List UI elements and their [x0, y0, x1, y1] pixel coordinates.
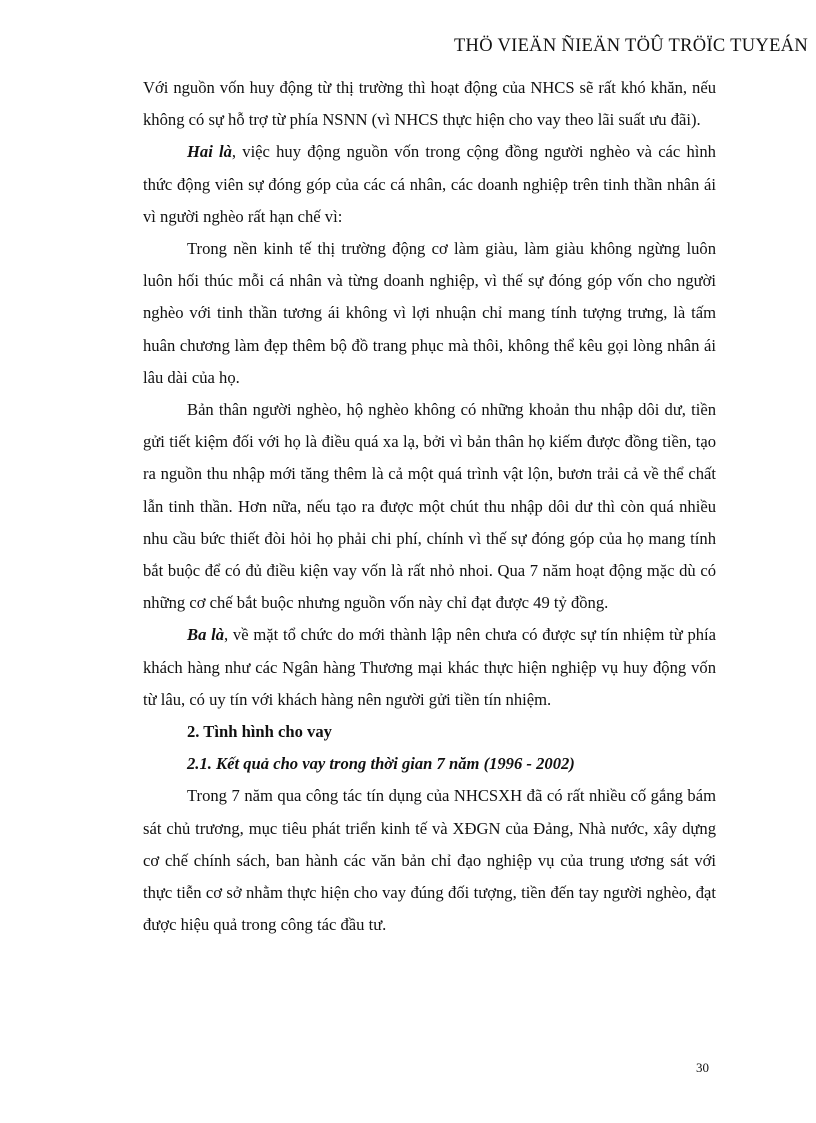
- paragraph-text: , việc huy động nguồn vốn trong cộng đồng người nghèo và các hình thức động viên sự đóng góp của các cá nhân, các doanh nghiệp trên tinh thần nhân ái vì người nghèo rất hạn chế vì:: [143, 142, 716, 226]
- lead-phrase-second: Hai là: [187, 142, 232, 162]
- paragraph-lending-results: Trong 7 năm qua công tác tín dụng của NHCSXH đã có rất nhiều cố gắng bám sát chủ trương, mục tiêu phát triển kinh tế và XĐGN của Đảng, Nhà nước, xây dựng cơ chế chính sách, ban hành các văn bản chỉ đạo nghiệp vụ của trung ương sát với thực tiễn cơ sở nhằm thực hiện cho vay đúng đối tượng, tiền đến tay người nghèo, đạt được hiệu quả trong công tác đầu tư.: [143, 786, 716, 935]
- paragraph-second-point: [143, 136, 716, 233]
- subsection-heading: 2.1. Kết quả cho vay trong thời gian 7 năm (1996 - 2002): [187, 754, 575, 774]
- watermark-header: THÖ VIEÄN ÑIEÄN TÖÛ TRÖÏC TUYEÁN: [453, 36, 808, 56]
- paragraph-third-point: [143, 619, 716, 716]
- lead-phrase-third: Ba là: [187, 625, 225, 645]
- section-heading: 2. Tình hình cho vay: [187, 722, 332, 742]
- paragraph-market-economy: Trong nền kinh tế thị trường động cơ làm giàu, làm giàu không ngừng luôn luôn hối thúc mỗi cá nhân và từng doanh nghiệp, vì thế sự đóng góp vốn cho người nghèo với tinh thần tương ái không vì lợi nhuận chỉ mang tính tượng trưng, là tấm huân chương làm đẹp thêm bộ đồ trang phục mà thôi, không thể kêu gọi lòng nhân ái lâu dài của họ.: [143, 239, 716, 387]
- paragraph-poor-households: Bản thân người nghèo, hộ nghèo không có những khoản thu nhập dôi dư, tiền gửi tiết kiệm đối với họ là điều quá xa lạ, bởi vì bản thân họ kiếm được đồng tiền, tạo ra nguồn thu nhập mới tăng thêm là cả một quá trình vật lộn, bươn trải cả về thể chất lẫn tinh thần. Hơn nữa, nếu tạo ra được một chút thu nhập dôi dư thì còn quá nhiều nhu cầu bức thiết đòi hỏi họ phải chi phí, chính vì thế sự đóng góp của họ mang tính bắt buộc để có đủ điều kiện vay vốn là rất nhỏ nhoi. Qua 7 năm hoạt động mặc dù có những cơ chế bắt buộc nhưng nguồn vốn này chỉ đạt được 49 tỷ đồng.: [143, 400, 716, 613]
- page-number: 30: [696, 1060, 709, 1075]
- paragraph-text: , về mặt tổ chức do mới thành lập nên chưa có được sự tín nhiệm từ phía khách hàng như các Ngân hàng Thương mại khác thực hiện nghiệp vụ huy động vốn từ lâu, có uy tín với khách hàng nên người gửi tiền tín nhiệm.: [143, 625, 717, 709]
- paragraph-funding-difficulty: Với nguồn vốn huy động từ thị trường thì hoạt động của NHCS sẽ rất khó khăn, nếu không có sự hỗ trợ từ phía NSNN (vì NHCS thực hiện cho vay theo lãi suất ưu đãi).: [143, 78, 716, 130]
- document-body: [143, 72, 716, 941]
